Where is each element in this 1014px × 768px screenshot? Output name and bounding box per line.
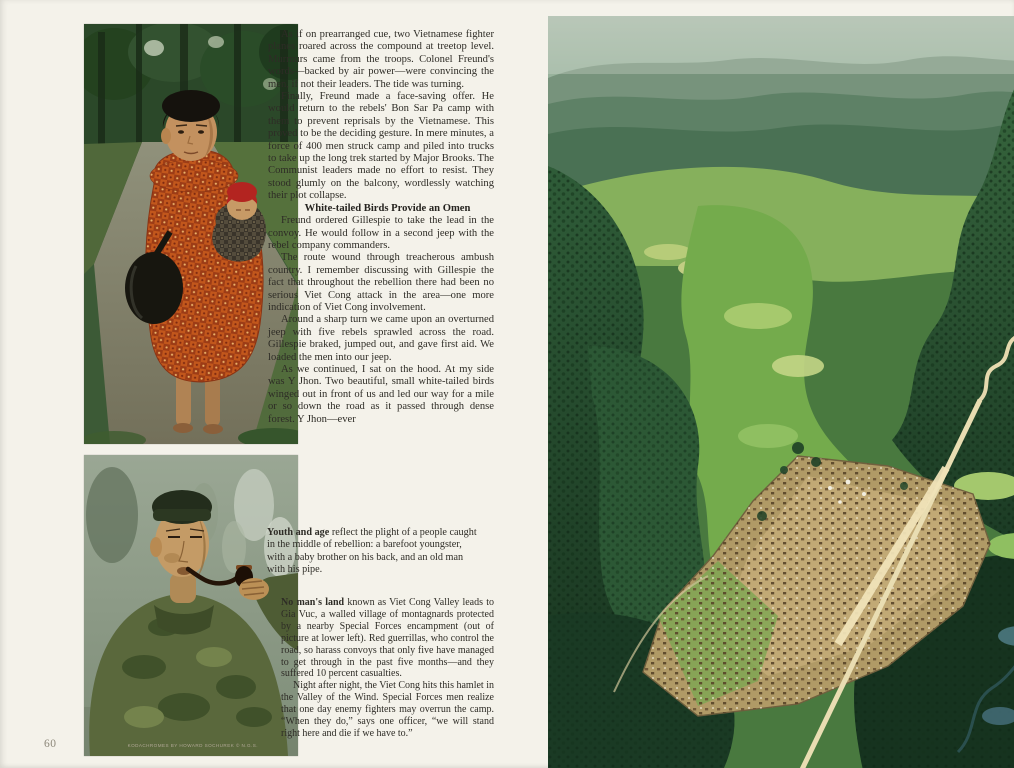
photo-aerial-viet-cong-valley bbox=[548, 16, 1014, 768]
caption-youth-and-age bbox=[267, 527, 479, 576]
boy-with-baby-illustration bbox=[84, 24, 298, 444]
caption-paragraph bbox=[281, 597, 494, 680]
photo-boy-with-baby bbox=[84, 24, 298, 444]
page-number: 60 bbox=[44, 738, 57, 750]
article-paragraph: Freund ordered Gillespie to take the lead in the convoy. He would follow in a second jeep with the rebel company commanders. bbox=[268, 215, 494, 251]
article-paragraph: Finally, Freund made a face-saving offer. He would return to the rebels' Bon Sar Pa camp with them to prevent reprisals by the Vietnamese. This proved to be the deciding gesture. In mere minutes, a force of 400 men struck camp and piled into trucks to take up the long trek started by Major Brooks. The Communist leaders made no effort to resist. They stood glumly on the balcony, wordlessly watching their plot collapse. bbox=[268, 91, 494, 202]
article-paragraph: Around a sharp turn we came upon an overturned jeep with five rebels sprawled across the road. Gillespie braked, jumped out, and gave first aid. We loaded the men into our jeep. bbox=[268, 314, 494, 363]
caption-lead-in: Youth and age bbox=[267, 527, 330, 538]
caption-lead-in: No man's land bbox=[281, 597, 345, 608]
article-paragraph: As we continued, I sat on the hood. At my side was Y Jhon. Two beautiful, small white-tailed birds winged out in front of us and led our way for a mile or so down the road as it passed through dense forest. Y Jhon—ever bbox=[268, 363, 494, 425]
old-man-pipe-illustration bbox=[84, 455, 298, 756]
article-paragraph: As if on prearranged cue, two Vietnamese fighter planes roared across the compound at treetop level. Murmurs came from the troops. Colonel Freund's words—backed by air power—were convincing the men, if not their leaders. The tide was turning. bbox=[268, 29, 494, 90]
section-heading: White-tailed Birds Provide an Omen bbox=[304, 202, 471, 214]
caption-no-mans-land bbox=[281, 597, 494, 740]
article-paragraph: The route wound through treacherous ambush country. I remember discussing with Gillespie the fact that throughout the rebellion there had been no serious Viet Cong attack in the area—one more indication of Viet Cong involvement. bbox=[268, 252, 494, 313]
caption-paragraph: Night after night, the Viet Cong hits this hamlet in the Valley of the Wind. Special Forces men realize that one day enemy fighters may overrun the camp. “When they do,” says one officer, “we will stand right here and die if we have to.” bbox=[281, 680, 494, 739]
photo-credit: KODACHROMES BY HOWARD SOCHUREK © N.G.S. bbox=[127, 743, 258, 748]
caption-text: known as Viet Cong Valley leads to Gia Vuc, a walled village of montagnards protected by a nearby Special Forces encampment (out of picture at lower left). Red guerrillas, who control the road, so harass convoys that only five have managed to get through in the past five months—and they suffered 10 percent casualties. bbox=[281, 597, 494, 680]
article-text-column bbox=[268, 29, 494, 426]
photo-old-man-with-pipe bbox=[84, 455, 298, 756]
aerial-valley-illustration bbox=[548, 16, 1014, 768]
caption-text: reflect the plight of a people caught in the middle of rebellion: a barefoot youngster, with a baby brother on his back, and an old man with his pipe. bbox=[267, 527, 477, 575]
